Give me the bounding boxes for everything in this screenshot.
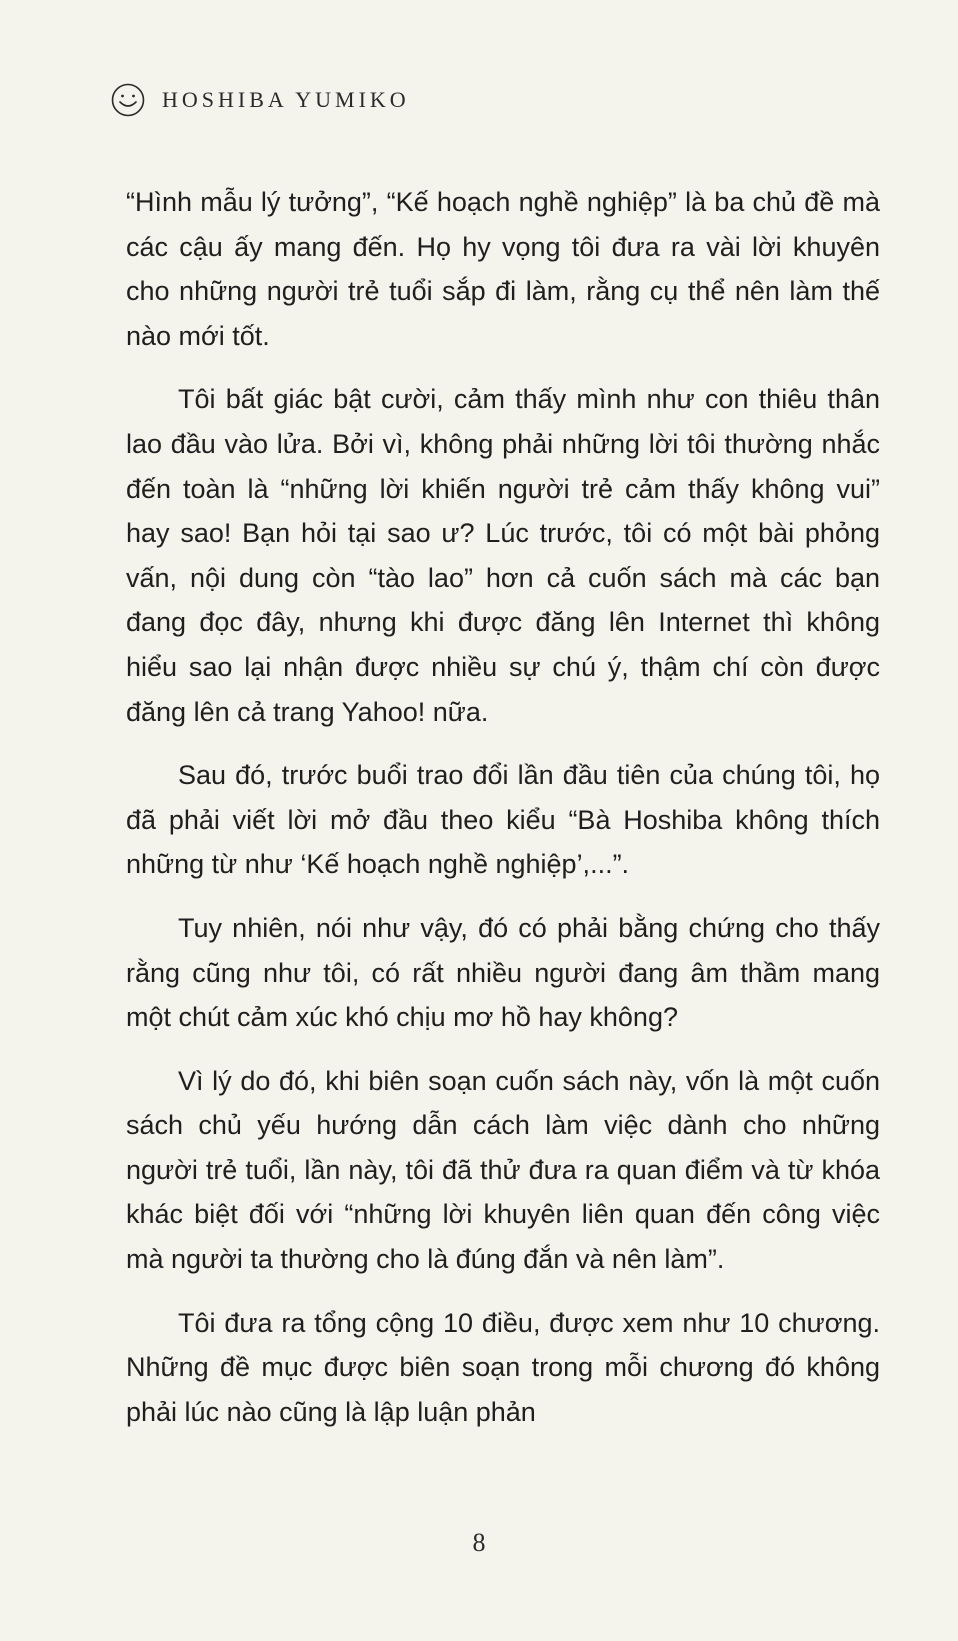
paragraph: Sau đó, trước buổi trao đổi lần đầu tiên của chúng tôi, họ đã phải viết lời mở đầu theo kiểu “Bà Hoshiba không thích những từ như ‘Kế hoạch nghề nghiệp’,...”. [126,760,880,880]
paragraph: Tôi bất giác bật cười, cảm thấy mình như con thiêu thân lao đầu vào lửa. Bởi vì, không phải những lời tôi thường nhắc đến toàn là “những lời khiến người trẻ cảm thấy không vui” hay sao! Bạn hỏi tại sao ư? Lúc trước, tôi có một bài phỏng vấn, nội dung còn “tào lao” hơn cả cuốn sách mà các bạn đang đọc đây, nhưng khi được đăng lên Internet thì không hiểu sao lại nhận được nhiều sự chú ý, thậm chí còn được đăng lên cả trang Yahoo! nữa. [126,384,880,727]
body-text [126,180,880,1453]
page-number: 8 [472,1528,486,1557]
running-header [110,82,410,118]
paragraph: “Hình mẫu lý tưởng”, “Kế hoạch nghề nghiệp” là ba chủ đề mà các cậu ấy mang đến. Họ hy vọng tôi đưa ra vài lời khuyên cho những người trẻ tuổi sắp đi làm, rằng cụ thể nên làm thế nào mới tốt. [126,187,880,351]
smiley-face-icon [110,82,146,118]
paragraph: Vì lý do đó, khi biên soạn cuốn sách này, vốn là một cuốn sách chủ yếu hướng dẫn cách làm việc dành cho những người trẻ tuổi, lần này, tôi đã thử đưa ra quan điểm và từ khóa khác biệt đối với “những lời khuyên liên quan đến công việc mà người ta thường cho là đúng đắn và nên làm”. [126,1065,880,1275]
paragraph: Tuy nhiên, nói như vậy, đó có phải bằng chứng cho thấy rằng cũng như tôi, có rất nhiều người đang âm thầm mang một chút cảm xúc khó chịu mơ hồ hay không? [126,912,880,1033]
author-name: HOSHIBA YUMIKO [162,87,410,112]
paragraph: Tôi đưa ra tổng cộng 10 điều, được xem như 10 chương. Những đề mục được biên soạn trong mỗi chương đó không phải lúc nào cũng là lập luận phản [126,1307,880,1427]
